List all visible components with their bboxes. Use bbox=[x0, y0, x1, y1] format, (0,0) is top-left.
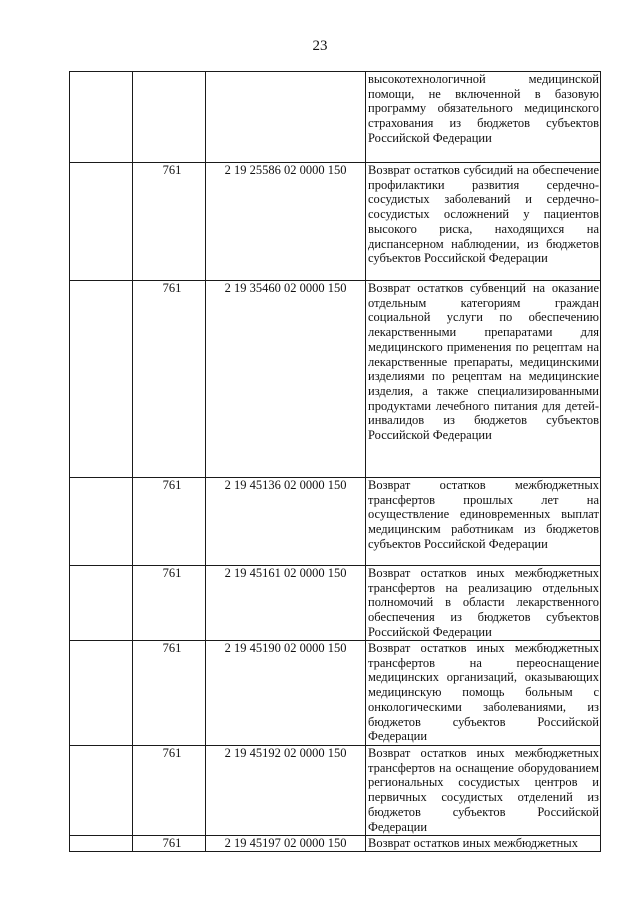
budget-code-cell: 2 19 45192 02 0000 150 bbox=[206, 746, 366, 836]
blank-cell bbox=[70, 478, 133, 566]
table-row bbox=[70, 163, 601, 281]
description-cell: Возврат остатков субвенций на оказание отдельным категориям граждан социальной услуги по обеспечению лекарственными препаратами для медицинского применения по рецептам на лекарственные препараты, медицинскими изделиями по рецептам на медицинские изделия, а также специализированными продуктами лечебного питания для детей-инвалидов из бюджетов субъектов Российской Федерации bbox=[366, 281, 601, 478]
table-row bbox=[70, 281, 601, 478]
budget-code-cell: 2 19 45190 02 0000 150 bbox=[206, 641, 366, 746]
table-row bbox=[70, 746, 601, 836]
page-number: 23 bbox=[312, 38, 328, 54]
budget-code-cell: 2 19 35460 02 0000 150 bbox=[206, 281, 366, 478]
budget-code-cell: 2 19 45136 02 0000 150 bbox=[206, 478, 366, 566]
admin-code-cell: 761 bbox=[133, 566, 206, 641]
admin-code-cell: 761 bbox=[133, 163, 206, 281]
description-cell: Возврат остатков субсидий на обеспечение профилактики развития сердечно-сосудистых заболеваний и сердечно-сосудистых осложнений у пациентов высокого риска, находящихся на диспансерном наблюдении, из бюджетов субъектов Российской Федерации bbox=[366, 163, 601, 281]
budget-code-cell: 2 19 45161 02 0000 150 bbox=[206, 566, 366, 641]
blank-cell bbox=[70, 72, 133, 163]
table-row bbox=[70, 478, 601, 566]
description-cell: Возврат остатков иных межбюджетных трансфертов на оснащение оборудованием региональных сосудистых центров и первичных сосудистых отделений из бюджетов субъектов Российской Федерации bbox=[366, 746, 601, 836]
blank-cell bbox=[70, 836, 133, 852]
description-cell: Возврат остатков межбюджетных трансфертов прошлых лет на осуществление единовременных выплат медицинским работникам из бюджетов субъектов Российской Федерации bbox=[366, 478, 601, 566]
budget-code-cell: 2 19 25586 02 0000 150 bbox=[206, 163, 366, 281]
budget-code-table bbox=[69, 71, 601, 852]
blank-cell bbox=[70, 641, 133, 746]
description-cell: Возврат остатков иных межбюджетных трансфертов на реализацию отдельных полномочий в области лекарственного обеспечения из бюджетов субъектов Российской Федерации bbox=[366, 566, 601, 641]
blank-cell bbox=[70, 566, 133, 641]
admin-code-cell bbox=[133, 72, 206, 163]
admin-code-cell: 761 bbox=[133, 746, 206, 836]
description-cell: высокотехнологичной медицинской помощи, не включенной в базовую программу обязательного медицинского страхования из бюджетов субъектов Российской Федерации bbox=[366, 72, 601, 163]
blank-cell bbox=[70, 163, 133, 281]
blank-cell bbox=[70, 281, 133, 478]
description-cell: Возврат остатков иных межбюджетных трансфертов на переоснащение медицинских организаций, оказывающих медицинскую помощь больным с онкологическими заболеваниями, из бюджетов субъектов Российской Федерации bbox=[366, 641, 601, 746]
table-row bbox=[70, 641, 601, 746]
table-row bbox=[70, 566, 601, 641]
admin-code-cell: 761 bbox=[133, 641, 206, 746]
admin-code-cell: 761 bbox=[133, 281, 206, 478]
budget-code-cell bbox=[206, 72, 366, 163]
admin-code-cell: 761 bbox=[133, 478, 206, 566]
table-row bbox=[70, 72, 601, 163]
table-row bbox=[70, 836, 601, 852]
admin-code-cell: 761 bbox=[133, 836, 206, 852]
description-cell: Возврат остатков иных межбюджетных bbox=[366, 836, 601, 852]
blank-cell bbox=[70, 746, 133, 836]
budget-code-cell: 2 19 45197 02 0000 150 bbox=[206, 836, 366, 852]
